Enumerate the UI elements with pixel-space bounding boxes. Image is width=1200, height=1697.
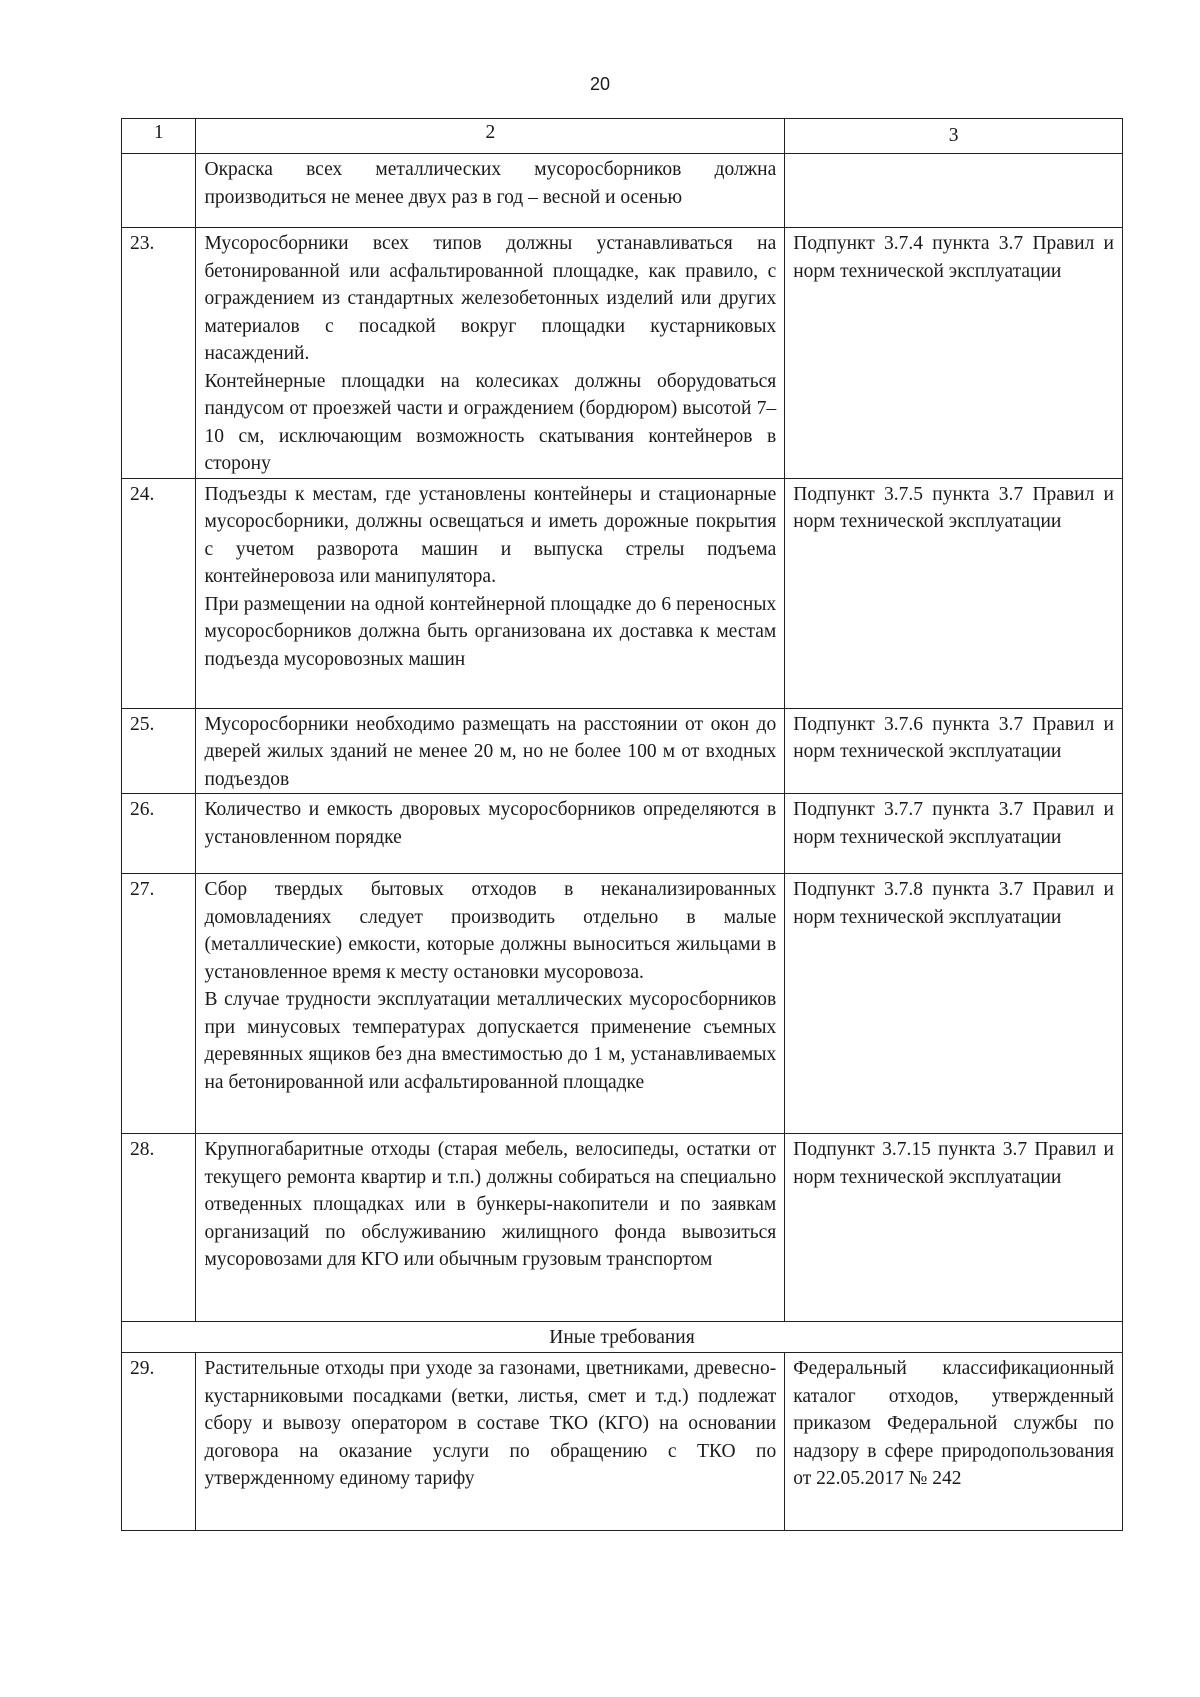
reference-cell: Подпункт 3.7.7 пункта 3.7 Правил и норм технической эксплуатации xyxy=(785,794,1123,874)
header-col-3: 3 xyxy=(785,119,1123,154)
page-number: 20 xyxy=(589,74,611,94)
reference-cell: Подпункт 3.7.8 пункта 3.7 Правил и норм технической эксплуатации xyxy=(785,874,1123,1134)
row-number: 29. xyxy=(122,1353,196,1531)
table-row xyxy=(122,154,1123,228)
requirement-paragraph: Крупногабаритные отходы (старая мебель, велосипеды, остатки от текущего ремонта квартир и т.п.) должны собираться на специально отведенных площадках или в бункеры-накопители и по заявкам организаций по обслуживанию жилищного фонда вывозиться мусоровозами для КГО или обычным грузовым транспортом xyxy=(204,1139,777,1270)
header-col-2: 2 xyxy=(196,119,785,154)
table-row xyxy=(122,708,1123,794)
requirement-cell xyxy=(196,794,785,874)
requirement-cell xyxy=(196,154,785,228)
reference-cell: Подпункт 3.7.5 пункта 3.7 Правил и норм технической эксплуатации xyxy=(785,478,1123,708)
requirement-paragraph: Подъезды к местам, где установлены контейнеры и стационарные мусоросборники, должны освещаться и иметь дорожные покрытия с учетом разворота машин и выпуска стрелы подъема контейнеровоза или манипулятора. xyxy=(204,483,777,587)
reference-cell: Федеральный классификационный каталог отходов, утвержденный приказом Федеральной службы по надзору в сфере природопользования от 22.05.2017 № 242 xyxy=(785,1353,1123,1531)
section-title: Иные требования xyxy=(122,1322,1123,1353)
row-number xyxy=(122,154,196,228)
requirement-cell xyxy=(196,1353,785,1531)
table-row xyxy=(122,794,1123,874)
requirement-paragraph: Сбор твердых бытовых отходов в неканализированных домовладениях следует производить отдельно в малые (металлические) емкости, которые должны выноситься жильцами в установленное время к месту остановки мусоровоза. xyxy=(204,879,777,983)
requirement-paragraph: Контейнерные площадки на колесиках должны оборудоваться пандусом от проезжей части и ограждением (бордюром) высотой 7–10 см, исключающим возможность скатывания контейнеров в сторону xyxy=(204,370,777,474)
row-number: 25. xyxy=(122,708,196,794)
row-number: 23. xyxy=(122,228,196,479)
header-col-1: 1 xyxy=(122,119,196,154)
reference-cell: Подпункт 3.7.6 пункта 3.7 Правил и норм технической эксплуатации xyxy=(785,708,1123,794)
table-row xyxy=(122,228,1123,479)
requirement-cell xyxy=(196,228,785,479)
requirement-cell xyxy=(196,708,785,794)
requirement-paragraph: Мусоросборники необходимо размещать на расстоянии от окон до дверей жилых зданий не менее 20 м, но не более 100 м от входных подъездов xyxy=(204,713,777,790)
requirement-cell xyxy=(196,874,785,1134)
table-header-row xyxy=(122,119,1123,154)
requirement-cell xyxy=(196,1134,785,1322)
table-row xyxy=(122,1353,1123,1531)
requirement-paragraph: Растительные отходы при уходе за газонами, цветниками, древесно-кустарниковыми посадками (ветки, листья, смет и т.д.) подлежат сбору и вывозу оператором в составе ТКО (КГО) на основании договора на оказание услуги по обращению с ТКО по утвержденному единому тарифу xyxy=(204,1358,777,1489)
reference-cell: Подпункт 3.7.4 пункта 3.7 Правил и норм технической эксплуатации xyxy=(785,228,1123,479)
requirement-paragraph: Мусоросборники всех типов должны устанавливаться на бетонированной или асфальтированной площадке, как правило, с ограждением из стандартных железобетонных изделий или других материалов с посадкой вокруг площадки кустарниковых насаждений. xyxy=(204,233,777,364)
requirement-paragraph: Количество и емкость дворовых мусоросборников определяются в установленном порядке xyxy=(204,799,777,848)
row-number: 24. xyxy=(122,478,196,708)
requirement-cell xyxy=(196,478,785,708)
table-row xyxy=(122,1134,1123,1322)
requirement-paragraph: При размещении на одной контейнерной площадке до 6 переносных мусоросборников должна быть организована их доставка к местам подъезда мусоровозных машин xyxy=(204,593,777,670)
table-row xyxy=(122,478,1123,708)
section-row xyxy=(122,1322,1123,1353)
requirement-paragraph: В случае трудности эксплуатации металлических мусоросборников при минусовых температурах допускается применение съемных деревянных ящиков без дна вместимостью до 1 м, устанавливаемых на бетонированной или асфальтированной площадке xyxy=(204,989,777,1093)
row-number: 26. xyxy=(122,794,196,874)
table-row xyxy=(122,874,1123,1134)
requirement-paragraph: Окраска всех металлических мусоросборников должна производиться не менее двух раз в год – весной и осенью xyxy=(204,159,777,208)
requirements-table xyxy=(121,118,1123,1531)
row-number: 28. xyxy=(122,1134,196,1322)
reference-cell xyxy=(785,154,1123,228)
row-number: 27. xyxy=(122,874,196,1134)
reference-cell: Подпункт 3.7.15 пункта 3.7 Правил и норм технической эксплуатации xyxy=(785,1134,1123,1322)
